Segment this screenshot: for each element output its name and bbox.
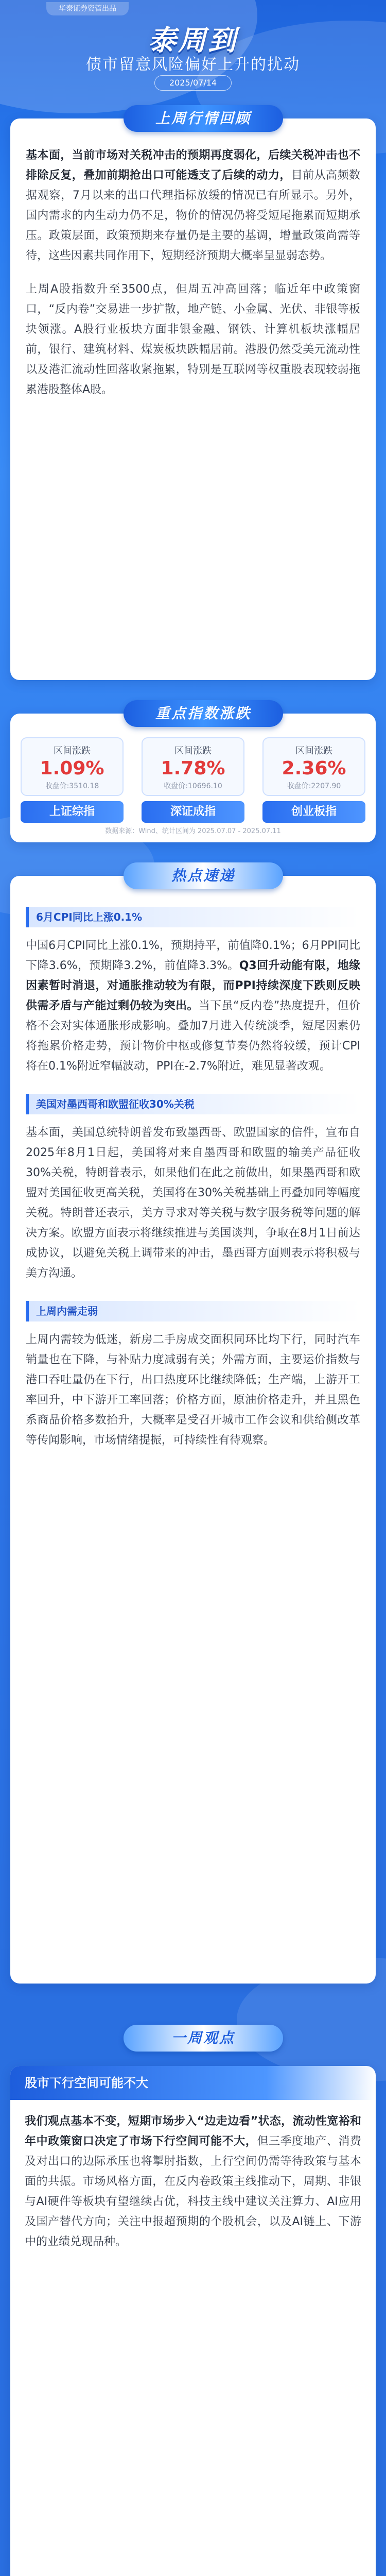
issue-date: 2025/07/14 xyxy=(154,75,232,91)
review-para-2: 上周A股指数升至3500点，但周五冲高回落；临近年中政策窗口，“反内卷”交易进一步扩散，地产链、小金属、光伏、非银等板块领涨。A股行业板块方面非银金融、钢铁、计算机板块涨幅居前，银行、建筑材料、煤炭板块跌幅居前。港股仍然受美元流动性以及港汇流动性回落收紧拖累，特别是互联网等权重股表现较弱拖累港股整体A股。 xyxy=(26,283,360,396)
news-topic-title: 6月CPI同比上涨0.1% xyxy=(26,907,360,927)
index-close: 收盘价:10696.10 xyxy=(164,782,222,790)
news-topic-title: 美国对墨西哥和欧盟征收30%关税 xyxy=(26,1094,360,1114)
opinion-card-text xyxy=(25,2111,361,2252)
news-topic-text: 基本面，美国总统特朗普发布致墨西哥、欧盟国家的信件，宣布自2025年8月1日起，美国将对来自墨西哥和欧盟的输美产品征收30%关税，特朗普表示，如果他们在此之前做出，如果墨西哥和欧盟对美国征收更高关税，美国将在30%关税基础上再叠加同等幅度关税。特朗普还表示，美方寻求对等关税与数字服务税等问题的解决方案。欧盟方面表示将继续推进与美国谈判，争取在8月1日前达成协议，以避免关税上调带来的冲击，墨西哥方面则表示将积极与美方沟通。 xyxy=(26,1126,360,1280)
index-item xyxy=(21,737,124,823)
news-card xyxy=(10,867,376,1984)
index-name: 上证综指 xyxy=(21,801,124,823)
review-card xyxy=(10,110,376,680)
opinion-card-body xyxy=(10,2100,376,2265)
opinion-card-header: 股市下行空间可能不大 xyxy=(10,2066,376,2100)
index-item-box xyxy=(142,737,244,796)
index-card xyxy=(10,705,376,842)
news-topic-text: 上周内需较为低迷，新房二手房成交面积同环比均下行，同时汽车销量也在下降，与补贴力度减弱有关；外需方面，主要运价指数与港口吞吐量仍在下行，出口热度环比继续降低；生产端，上游开工率回升，中下游开工率回落；价格方面，原油价格走升，并且黑色系商品价格多数抬升，大概率是受召开城市工作会议和供给侧改革等传闻影响，市场情绪提振，可持续性有待观察。 xyxy=(26,1333,360,1447)
index-item-box xyxy=(262,737,365,796)
news-topic-text-a: 中国6月CPI同比上涨0.1%，预期持平，前值降0.1%；6月PPI同比下降3.6%，预期降3.2%，前值降3.3%。 xyxy=(26,939,360,972)
brand-tag: 华泰证券资管出品 xyxy=(46,2,129,15)
opinion-text-bold: 我们观点基本不变，短期市场步入“边走边看”状态，流动性宽裕和年中政策窗口决定了市场下行空间可能不大， xyxy=(25,2115,361,2148)
index-name: 创业板指 xyxy=(262,801,365,823)
news-topic-text xyxy=(26,936,360,1076)
news-topic-text-b: 当下虽“反内卷”热度提升，但价格不会对实体通胀形成影响。叠加7月进入传统淡季，短尾因素仍将拖累价格走势，预计物价中枢或修复节奏仍然将较缓，预计CPI将在0.1%附近窄幅波动，PPI在-2.7%附近，难见显著改观。 xyxy=(26,999,360,1073)
opinion-card xyxy=(10,2066,376,2576)
index-label: 区间涨跌 xyxy=(295,745,332,756)
section-title-opinion: 一周观点 xyxy=(124,2025,283,2052)
opinion-text: 但三季度地产、消费及对出口的边际承压也将掣肘指数，上行空间仍需等待政策与基本面的共振。市场风格方面，在反内卷政策主线推动下，周期、非银与AI硬件等板块有望继续占优，科技主线中建议关注算力、AI应用及国产替代方向；关注中报超预期的个股机会，以及AI链上、下游中的业绩兑现品种。 xyxy=(25,2135,361,2248)
news-topic-title: 上周内需走弱 xyxy=(26,1301,360,1321)
section-title-news: 热点速递 xyxy=(124,862,283,889)
news-topic-text-bold: Q3回升动能有限，地缘因素暂时消退，对通胀推动较为有限，而PPI持续深度下跌则反映供需矛盾与产能过剩仍较为突出。 xyxy=(26,959,360,1012)
index-item xyxy=(262,737,365,823)
page-headline: 债市留意风险偏好上升的扰动 xyxy=(86,56,300,74)
index-item-box xyxy=(21,737,124,796)
index-item xyxy=(142,737,244,823)
index-name: 深证成指 xyxy=(142,801,244,823)
index-label: 区间涨跌 xyxy=(174,745,212,756)
index-change: 1.09% xyxy=(40,758,104,779)
section-title-review: 上周行情回顾 xyxy=(124,105,283,132)
data-source-note: 数据来源：Wind、统计区间为 2025.07.07 - 2025.07.11 xyxy=(105,827,281,835)
opinion-section xyxy=(10,2025,376,2576)
index-close: 收盘价:3510.18 xyxy=(45,782,99,790)
review-para-1-rest: 目前从高频数据观察，7月以来的出口代理指标放缓的情况已有所显示。另外，国内需求的内生动力仍不足，物价的情况仍将受短尾拖累而短期承压。政策层面，政策预期来存量仍是主要的基调，增量政策尚需等待，这些因素共同作用下，短期经济预期大概率呈显弱态势。 xyxy=(26,169,360,262)
index-label: 区间涨跌 xyxy=(54,745,91,756)
index-close: 收盘价:2207.90 xyxy=(287,782,341,790)
weekly-title: 泰周到 xyxy=(148,24,238,57)
index-change: 2.36% xyxy=(282,758,346,779)
index-row xyxy=(21,737,365,823)
review-para-1 xyxy=(26,145,360,266)
section-title-indices: 重点指数涨跌 xyxy=(124,700,283,727)
index-change: 1.78% xyxy=(161,758,225,779)
review-para-1-bold: 基本面，当前市场对关税冲击的预期再度弱化，后续关税冲击也不排除反复，叠加前期抢出口可能透支了后续的动力， xyxy=(26,149,360,182)
